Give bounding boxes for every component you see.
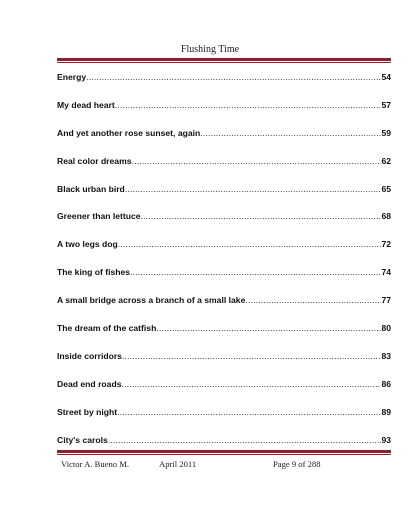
toc-entry-title: A small bridge across a branch of a small lake: [57, 295, 246, 306]
toc-entry-title: My dead heart: [57, 99, 115, 110]
toc-entry[interactable]: [57, 128, 391, 156]
toc-leader-dots: [156, 323, 381, 333]
toc-entry[interactable]: [57, 295, 391, 323]
toc-leader-dots: [117, 407, 381, 417]
toc-leader-dots: [115, 100, 382, 110]
toc-entry-title: Dead end roads: [57, 378, 122, 389]
toc-entry-title: Greener than lettuce: [57, 211, 141, 222]
toc-entry-title: Black urban bird: [57, 183, 125, 194]
toc-entry-title: A two legs dog: [57, 239, 118, 250]
footer-rule: [57, 450, 391, 455]
toc-entry-title: And yet another rose sunset, again: [57, 127, 201, 138]
toc-entry-title: Street by night: [57, 406, 118, 417]
toc-entry[interactable]: [57, 156, 391, 184]
toc-entry-page: 68: [381, 211, 391, 222]
toc-leader-dots: [132, 156, 382, 166]
toc-entry-page: 72: [381, 239, 391, 250]
toc-leader-dots: [125, 184, 382, 194]
toc-entry[interactable]: [57, 323, 391, 351]
toc-leader-dots: [108, 435, 382, 445]
toc-entry-page: 54: [381, 72, 391, 82]
toc-entry-page: 57: [381, 99, 391, 110]
toc-entry[interactable]: [57, 351, 391, 379]
toc-entry[interactable]: [57, 211, 391, 239]
toc-entry[interactable]: [57, 239, 391, 267]
toc-entry[interactable]: [57, 267, 391, 295]
header-rule: [57, 58, 391, 63]
toc-entry-title: The dream of the catfish: [57, 323, 157, 334]
toc-entry-page: 86: [381, 378, 391, 389]
toc-entry-page: 62: [381, 155, 391, 166]
toc-entry-page: 80: [381, 323, 391, 334]
toc-entry-page: 74: [381, 267, 391, 278]
toc-leader-dots: [121, 379, 381, 389]
toc-leader-dots: [200, 128, 381, 138]
toc-entry[interactable]: [57, 379, 391, 407]
toc-entry[interactable]: [57, 100, 391, 128]
toc-entry-title: The king of fishes: [57, 267, 131, 278]
page-footer: [57, 459, 391, 473]
toc-entry[interactable]: [57, 72, 391, 100]
toc-leader-dots: [130, 267, 381, 277]
footer-date: April 2011: [159, 459, 197, 469]
table-of-contents: [57, 72, 391, 462]
toc-entry-page: 65: [381, 183, 391, 194]
toc-leader-dots: [245, 295, 381, 305]
running-header-title: Flushing Time: [180, 44, 240, 55]
toc-leader-dots: [86, 72, 381, 82]
footer-author: Victor A. Bueno M.: [61, 459, 129, 469]
toc-entry-title: City's carols: [57, 434, 108, 445]
toc-entry-title: Real color dreams: [57, 155, 132, 166]
toc-leader-dots: [141, 211, 382, 221]
toc-entry[interactable]: [57, 407, 391, 435]
toc-entry[interactable]: [57, 184, 391, 212]
toc-entry-page: 83: [381, 350, 391, 361]
footer-page-number: Page 9 of 288: [273, 459, 321, 469]
toc-leader-dots: [118, 239, 382, 249]
toc-entry-page: 93: [381, 434, 391, 445]
toc-entry-title: Inside corridors: [57, 350, 122, 361]
toc-entry-title: Energy: [57, 72, 87, 82]
toc-entry-page: 77: [381, 295, 391, 306]
toc-entry-page: 59: [381, 127, 391, 138]
toc-leader-dots: [122, 351, 381, 361]
toc-entry-page: 89: [381, 406, 391, 417]
